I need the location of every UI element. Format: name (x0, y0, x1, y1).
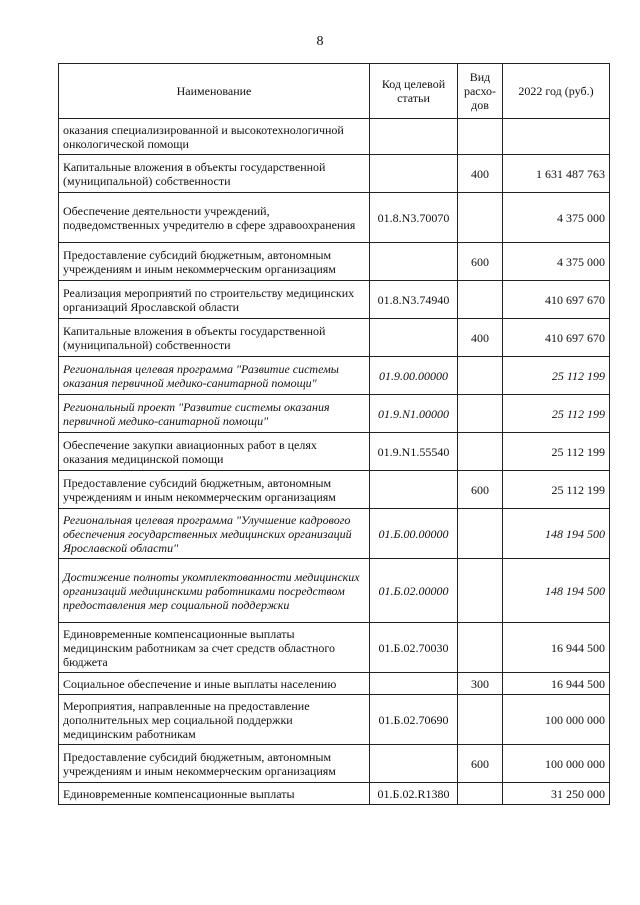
cell-kind: 400 (458, 319, 503, 357)
table-row (59, 471, 610, 509)
cell-kind (458, 433, 503, 471)
cell-amount: 4 375 000 (503, 243, 610, 281)
cell-kind (458, 695, 503, 745)
table-row (59, 695, 610, 745)
cell-code (370, 673, 458, 695)
cell-name: Региональная целевая программа "Улучшение кадрового обеспечения государственных медицинских организаций Ярославской области" (59, 509, 370, 559)
cell-code (370, 243, 458, 281)
cell-name: Капитальные вложения в объекты государственной (муниципальной) собственности (59, 155, 370, 193)
cell-amount: 25 112 199 (503, 357, 610, 395)
cell-name: Мероприятия, направленные на предоставление дополнительных мер социальной поддержки медицинским работникам (59, 695, 370, 745)
cell-kind (458, 509, 503, 559)
cell-kind (458, 623, 503, 673)
cell-code: 01.Б.00.00000 (370, 509, 458, 559)
table-row (59, 745, 610, 783)
cell-kind: 600 (458, 243, 503, 281)
header-code: Код целевой статьи (370, 64, 458, 119)
cell-amount: 16 944 500 (503, 623, 610, 673)
cell-name: Капитальные вложения в объекты государственной (муниципальной) собственности (59, 319, 370, 357)
cell-code (370, 155, 458, 193)
cell-name: Предоставление субсидий бюджетным, автономным учреждениям и иным некоммерческим организациям (59, 745, 370, 783)
table-row (59, 193, 610, 243)
cell-amount: 410 697 670 (503, 281, 610, 319)
cell-kind: 600 (458, 471, 503, 509)
page-number: 8 (316, 34, 324, 49)
table-row (59, 155, 610, 193)
cell-code: 01.Б.02.70690 (370, 695, 458, 745)
cell-code: 01.Б.02.R1380 (370, 783, 458, 805)
cell-code: 01.8.N3.74940 (370, 281, 458, 319)
cell-code: 01.9.00.00000 (370, 357, 458, 395)
cell-name: Социальное обеспечение и иные выплаты населению (59, 673, 370, 695)
cell-kind (458, 357, 503, 395)
cell-kind (458, 193, 503, 243)
cell-amount: 410 697 670 (503, 319, 610, 357)
cell-kind (458, 559, 503, 623)
cell-name: оказания специализированной и высокотехнологичной онкологической помощи (59, 119, 370, 155)
cell-code (370, 745, 458, 783)
cell-amount: 25 112 199 (503, 395, 610, 433)
table-row (59, 783, 610, 805)
cell-kind: 300 (458, 673, 503, 695)
cell-name: Обеспечение деятельности учреждений, подведомственных учредителю в сфере здравоохранения (59, 193, 370, 243)
table-row (59, 559, 610, 623)
cell-code (370, 471, 458, 509)
cell-amount: 100 000 000 (503, 695, 610, 745)
table-row (59, 281, 610, 319)
cell-amount: 4 375 000 (503, 193, 610, 243)
cell-name: Реализация мероприятий по строительству медицинских организаций Ярославской области (59, 281, 370, 319)
cell-code (370, 119, 458, 155)
table-row (59, 319, 610, 357)
cell-code: 01.Б.02.00000 (370, 559, 458, 623)
cell-code: 01.9.N1.00000 (370, 395, 458, 433)
header-kind: Вид расхо-дов (458, 64, 503, 119)
cell-amount: 25 112 199 (503, 471, 610, 509)
table-row (59, 623, 610, 673)
cell-amount: 100 000 000 (503, 745, 610, 783)
cell-name: Единовременные компенсационные выплаты (59, 783, 370, 805)
table-header-row (59, 64, 610, 119)
table-row (59, 509, 610, 559)
header-name: Наименование (59, 64, 370, 119)
table-row (59, 119, 610, 155)
cell-code: 01.9.N1.55540 (370, 433, 458, 471)
cell-name: Региональная целевая программа "Развитие системы оказания первичной медико-санитарной помощи" (59, 357, 370, 395)
cell-amount (503, 119, 610, 155)
cell-code (370, 319, 458, 357)
cell-amount: 25 112 199 (503, 433, 610, 471)
table-row (59, 433, 610, 471)
cell-name: Предоставление субсидий бюджетным, автономным учреждениям и иным некоммерческим организациям (59, 243, 370, 281)
cell-code: 01.8.N3.70070 (370, 193, 458, 243)
cell-kind (458, 281, 503, 319)
table-row (59, 673, 610, 695)
cell-name: Достижение полноты укомплектованности медицинских организаций медицинскими работниками посредством предоставления мер социальной поддержки (59, 559, 370, 623)
cell-amount: 31 250 000 (503, 783, 610, 805)
cell-kind (458, 119, 503, 155)
cell-amount: 148 194 500 (503, 509, 610, 559)
cell-kind (458, 783, 503, 805)
table-row (59, 395, 610, 433)
table-row (59, 357, 610, 395)
table-row (59, 243, 610, 281)
cell-kind (458, 395, 503, 433)
cell-amount: 148 194 500 (503, 559, 610, 623)
header-amount: 2022 год (руб.) (503, 64, 610, 119)
cell-name: Региональный проект "Развитие системы оказания первичной медико-санитарной помощи" (59, 395, 370, 433)
cell-name: Предоставление субсидий бюджетным, автономным учреждениям и иным некоммерческим организациям (59, 471, 370, 509)
cell-amount: 1 631 487 763 (503, 155, 610, 193)
cell-kind: 600 (458, 745, 503, 783)
cell-name: Единовременные компенсационные выплаты медицинским работникам за счет средств областного бюджета (59, 623, 370, 673)
cell-kind: 400 (458, 155, 503, 193)
cell-amount: 16 944 500 (503, 673, 610, 695)
cell-name: Обеспечение закупки авиационных работ в целях оказания медицинской помощи (59, 433, 370, 471)
cell-code: 01.Б.02.70030 (370, 623, 458, 673)
budget-table (58, 63, 610, 805)
